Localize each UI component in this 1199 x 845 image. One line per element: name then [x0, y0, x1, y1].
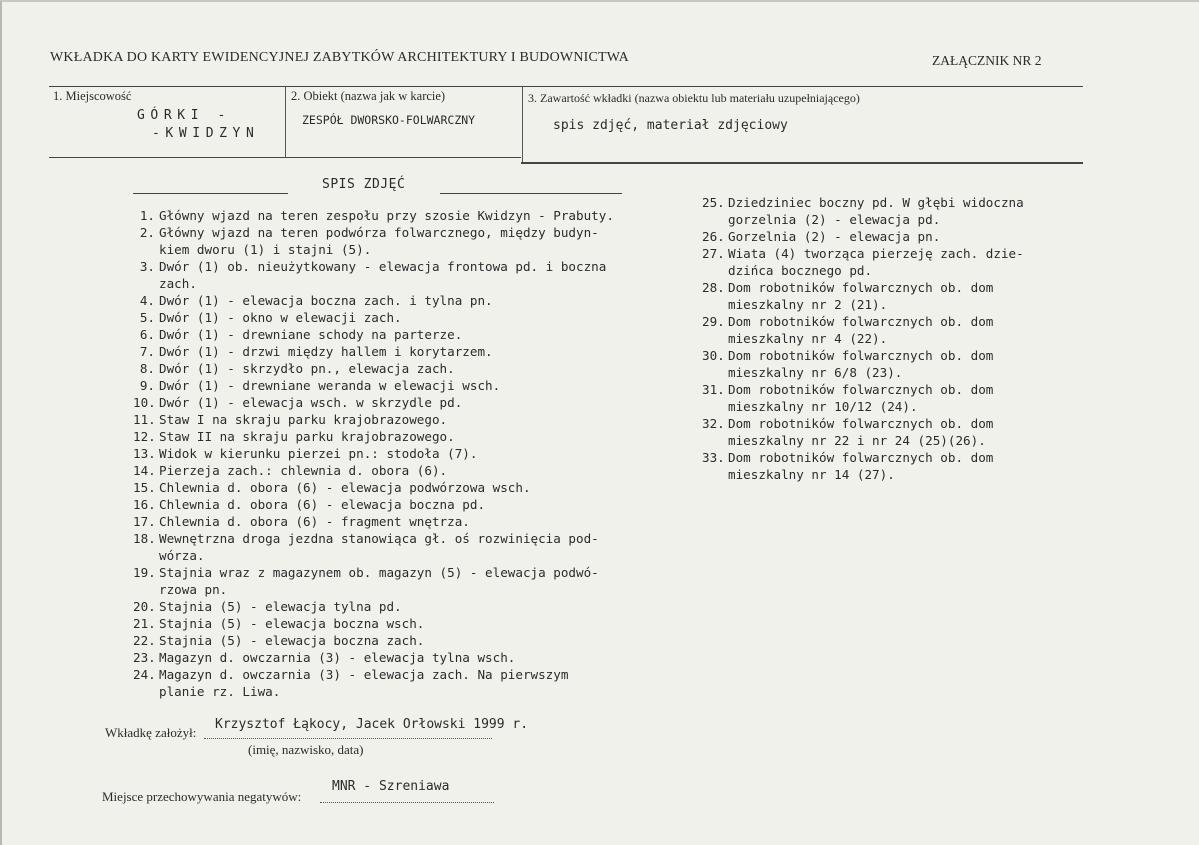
- contents-value: spis zdjęć, materiał zdjęciowy: [553, 118, 788, 133]
- list-item: [133, 479, 693, 496]
- list-item: [133, 411, 693, 428]
- list-item-number: 28.: [702, 280, 725, 295]
- list-item-number: 7.: [139, 344, 155, 359]
- created-by-value: Krzysztof Łąkocy, Jacek Orłowski 1999 r.: [215, 717, 529, 732]
- form-divider-2: [522, 86, 523, 162]
- list-item-number: 13.: [133, 446, 156, 461]
- list-item-text: Dwór (1) - okno w elewacji zach.: [159, 310, 402, 325]
- list-item-number: 8.: [139, 361, 155, 376]
- list-item: [133, 207, 693, 224]
- photo-list-heading: SPIS ZDJĘĆ: [322, 177, 406, 192]
- list-item: [133, 360, 693, 377]
- list-item-text: Magazyn d. owczarnia (3) - elewacja zach. Na pierwszym: [159, 667, 569, 682]
- list-item-text-continued: kiem dworu (1) i stajni (5).: [159, 242, 372, 257]
- list-item-number: 11.: [133, 412, 156, 427]
- list-item-text-continued: mieszkalny nr 4 (22).: [728, 331, 888, 346]
- list-item-text: Dom robotników folwarcznych ob. dom: [728, 280, 994, 295]
- form-divider-1: [285, 86, 286, 158]
- list-item-text: Pierzeja zach.: chlewnia d. obora (6).: [159, 463, 448, 478]
- list-item-text: Dwór (1) - elewacja boczna zach. i tylna pn.: [159, 293, 493, 308]
- list-item-number: 14.: [133, 463, 156, 478]
- list-item-number: 4.: [139, 293, 155, 308]
- created-by-note: (imię, nazwisko, data): [248, 742, 364, 757]
- photo-list-left-column: [133, 207, 693, 700]
- list-item-text: Dwór (1) - drewniane schody na parterze.: [159, 327, 463, 342]
- list-item-text: Główny wjazd na teren zespołu przy szosie Kwidzyn - Prabuty.: [159, 208, 614, 223]
- field-locality-label: 1. Miejscowość: [53, 89, 132, 103]
- list-item-number: 20.: [133, 599, 156, 614]
- list-item-number: 12.: [133, 429, 156, 444]
- list-item-text-continued: mieszkalny nr 14 (27).: [728, 467, 895, 482]
- list-item-text-continued: gorzelnia (2) - elewacja pd.: [728, 212, 941, 227]
- field-object-label: 2. Obiekt (nazwa jak w karcie): [291, 89, 446, 103]
- list-item-number: 33.: [702, 450, 725, 465]
- list-item-text-continued: dzińca bocznego pd.: [728, 263, 873, 278]
- storage-value: MNR - Szreniawa: [332, 779, 450, 794]
- list-item-number: 27.: [702, 246, 725, 261]
- list-item: [702, 279, 1082, 313]
- list-item: [133, 632, 693, 649]
- list-item: [702, 245, 1082, 279]
- list-item: [133, 445, 693, 462]
- list-item-text: Dwór (1) - drewniane weranda w elewacji wsch.: [159, 378, 501, 393]
- list-item: [133, 598, 693, 615]
- list-item-text: Wiata (4) tworząca pierzeję zach. dzie-: [728, 246, 1024, 261]
- list-item-text: Stajnia (5) - elewacja boczna zach.: [159, 633, 425, 648]
- list-item-number: 24.: [133, 667, 156, 682]
- list-item-number: 5.: [139, 310, 155, 325]
- list-item-number: 32.: [702, 416, 725, 431]
- locality-value-line-1: GÓRKI -: [137, 108, 231, 123]
- list-item-text-continued: mieszkalny nr 2 (21).: [728, 297, 888, 312]
- list-item: [133, 530, 693, 564]
- created-by-dotted-line: [204, 738, 492, 739]
- list-item-text-continued: wórza.: [159, 548, 205, 563]
- photo-list-right-column: [702, 194, 1082, 483]
- list-item-text: Chlewnia d. obora (6) - fragment wnętrza.: [159, 514, 470, 529]
- list-item: [133, 649, 693, 666]
- list-item: [702, 313, 1082, 347]
- locality-value-line-2: -KWIDZYN: [152, 126, 260, 141]
- list-item-number: 9.: [139, 378, 155, 393]
- list-item-number: 6.: [139, 327, 155, 342]
- list-item: [702, 381, 1082, 415]
- list-item-number: 2.: [139, 225, 155, 240]
- list-item: [133, 615, 693, 632]
- list-item: [133, 292, 693, 309]
- list-item-number: 29.: [702, 314, 725, 329]
- list-item-text-continued: zach.: [159, 276, 197, 291]
- list-item-number: 16.: [133, 497, 156, 512]
- list-item-text: Wewnętrzna droga jezdna stanowiąca gł. oś rozwinięcia pod-: [159, 531, 599, 546]
- object-name-value: ZESPÓŁ DWORSKO-FOLWARCZNY: [302, 113, 476, 127]
- list-item: [133, 326, 693, 343]
- list-item-text: Dom robotników folwarcznych ob. dom: [728, 382, 994, 397]
- list-item-text: Chlewnia d. obora (6) - elewacja boczna pd.: [159, 497, 486, 512]
- list-item-number: 18.: [133, 531, 156, 546]
- list-item-number: 25.: [702, 195, 725, 210]
- list-item: [702, 194, 1082, 228]
- list-item-number: 19.: [133, 565, 156, 580]
- form-bottom-rule-right: [521, 162, 1083, 164]
- list-item-text: Stajnia wraz z magazynem ob. magazyn (5) - elewacja podwó-: [159, 565, 599, 580]
- form-top-rule: [49, 86, 1083, 87]
- list-item-number: 31.: [702, 382, 725, 397]
- list-item-text-continued: mieszkalny nr 22 i nr 24 (25)(26).: [728, 433, 986, 448]
- list-item-number: 23.: [133, 650, 156, 665]
- list-item: [133, 309, 693, 326]
- list-item: [133, 564, 693, 598]
- list-item-text: Dwór (1) - skrzydło pn., elewacja zach.: [159, 361, 455, 376]
- list-item-text: Dwór (1) - elewacja wsch. w skrzydle pd.: [159, 395, 463, 410]
- list-item-text: Dwór (1) ob. nieużytkowany - elewacja frontowa pd. i boczna: [159, 259, 607, 274]
- list-item-text: Stajnia (5) - elewacja tylna pd.: [159, 599, 402, 614]
- list-item-text-continued: planie rz. Liwa.: [159, 684, 281, 699]
- list-item: [133, 462, 693, 479]
- storage-dotted-line: [320, 802, 494, 803]
- list-item-text: Dom robotników folwarcznych ob. dom: [728, 348, 994, 363]
- list-item-text: Chlewnia d. obora (6) - elewacja podwórzowa wsch.: [159, 480, 531, 495]
- list-item: [133, 496, 693, 513]
- document-title: WKŁADKA DO KARTY EWIDENCYJNEJ ZABYTKÓW ARCHITEKTURY I BUDOWNICTWA: [50, 50, 629, 65]
- list-item-text: Staw I na skraju parku krajobrazowego.: [159, 412, 448, 427]
- list-item-number: 10.: [133, 395, 156, 410]
- field-contents-label: 3. Zawartość wkładki (nazwa obiektu lub materiału uzupełniającego): [528, 91, 860, 105]
- list-item: [133, 258, 693, 292]
- list-item: [133, 666, 693, 700]
- list-item-text: Stajnia (5) - elewacja boczna wsch.: [159, 616, 425, 631]
- list-item-text-continued: mieszkalny nr 6/8 (23).: [728, 365, 903, 380]
- heading-rule-left: [133, 193, 288, 194]
- list-item-number: 22.: [133, 633, 156, 648]
- list-item: [133, 343, 693, 360]
- list-item-text: Widok w kierunku pierzei pn.: stodoła (7).: [159, 446, 478, 461]
- list-item-text-continued: mieszkalny nr 10/12 (24).: [728, 399, 918, 414]
- list-item-number: 17.: [133, 514, 156, 529]
- annex-number: ZAŁĄCZNIK NR 2: [932, 53, 1042, 68]
- list-item-text: Gorzelnia (2) - elewacja pn.: [728, 229, 941, 244]
- list-item-number: 1.: [139, 208, 155, 223]
- list-item-number: 15.: [133, 480, 156, 495]
- list-item-text: Główny wjazd na teren podwórza folwarcznego, między budyn-: [159, 225, 599, 240]
- list-item: [133, 377, 693, 394]
- list-item: [133, 224, 693, 258]
- list-item-number: 21.: [133, 616, 156, 631]
- list-item: [133, 513, 693, 530]
- list-item-text: Magazyn d. owczarnia (3) - elewacja tylna wsch.: [159, 650, 516, 665]
- list-item: [702, 415, 1082, 449]
- created-by-label: Wkładkę założył:: [105, 725, 197, 740]
- list-item-text: Dom robotników folwarcznych ob. dom: [728, 450, 994, 465]
- list-item-number: 3.: [139, 259, 155, 274]
- list-item-text: Dwór (1) - drzwi między hallem i korytarzem.: [159, 344, 493, 359]
- list-item: [702, 228, 1082, 245]
- list-item-text: Dom robotników folwarcznych ob. dom: [728, 314, 994, 329]
- list-item-number: 26.: [702, 229, 725, 244]
- list-item-text-continued: rzowa pn.: [159, 582, 228, 597]
- list-item-text: Dom robotników folwarcznych ob. dom: [728, 416, 994, 431]
- heading-rule-right: [440, 193, 622, 194]
- list-item: [702, 449, 1082, 483]
- list-item: [133, 394, 693, 411]
- list-item: [133, 428, 693, 445]
- list-item-text: Dziedziniec boczny pd. W głębi widoczna: [728, 195, 1024, 210]
- list-item-number: 30.: [702, 348, 725, 363]
- storage-label: Miejsce przechowywania negatywów:: [102, 789, 302, 804]
- list-item-text: Staw II na skraju parku krajobrazowego.: [159, 429, 455, 444]
- list-item: [702, 347, 1082, 381]
